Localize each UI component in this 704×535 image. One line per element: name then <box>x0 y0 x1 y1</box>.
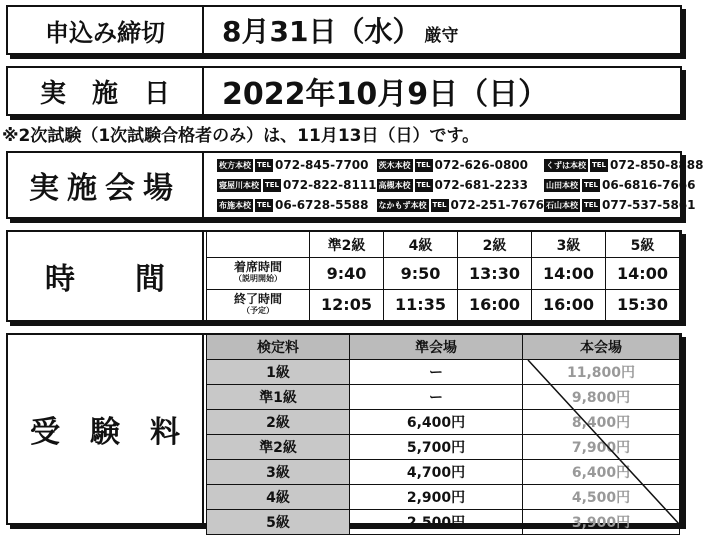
campus-name: なかもず本校 <box>378 200 427 210</box>
tel-badge: TEL <box>255 199 273 212</box>
fee-main-venue: 7,900円 <box>523 435 680 460</box>
campus-item <box>217 195 377 215</box>
tel-badge: TEL <box>431 199 449 212</box>
campus-item <box>544 155 704 175</box>
campus-item <box>217 175 377 195</box>
exam-date-box <box>6 66 682 116</box>
end-time-label: 終了時間 （予定） <box>207 289 310 321</box>
fee-main-venue: 6,400円 <box>523 460 680 485</box>
campus-name: 山田本校 <box>546 180 578 190</box>
campus-name: 布施本校 <box>219 200 251 210</box>
campus-tel: 072-845-7700 <box>275 158 369 172</box>
campus-name: 高槻本校 <box>378 180 411 190</box>
time-table <box>206 231 680 321</box>
campus-tel: 077-537-5861 <box>602 198 696 212</box>
fee-box <box>6 333 682 531</box>
end-time: 15:30 <box>606 289 680 321</box>
fee-sub-venue: 6,400円 <box>350 410 523 435</box>
grade-header: 5級 <box>606 232 680 258</box>
fee-grade: 5級 <box>207 510 350 535</box>
campus-tel: 072-681-2233 <box>434 178 528 192</box>
exam-date-value: 2022年10月9日（日） <box>222 77 549 112</box>
campus-tel: 06-6728-5588 <box>275 198 369 212</box>
campus-item <box>544 195 704 215</box>
exam-date-label: 実 施 日 <box>8 68 204 114</box>
venue-box <box>6 151 704 219</box>
grade-header: 準2級 <box>310 232 384 258</box>
fee-header-main-venue: 本会場 <box>523 335 680 360</box>
campus-item <box>377 175 545 195</box>
campus-tel: 072-251-7676 <box>450 198 544 212</box>
campus-item <box>217 155 377 175</box>
campus-name: 石山本校 <box>546 200 578 210</box>
fee-grade: 準2級 <box>207 435 350 460</box>
main-venue-strike-line <box>528 360 680 525</box>
campus-name: 茨木本校 <box>378 160 411 170</box>
start-time: 9:40 <box>310 258 384 290</box>
campus-tel: 072-850-8888 <box>610 158 704 172</box>
deadline-label: 申込み締切 <box>8 7 204 53</box>
fee-sub-venue: ー <box>350 385 523 410</box>
fee-header-sub-venue: 準会場 <box>350 335 523 360</box>
tel-badge: TEL <box>255 159 273 172</box>
fee-sub-venue: 5,700円 <box>350 435 523 460</box>
fee-main-venue: 4,500円 <box>523 485 680 510</box>
start-time: 14:00 <box>532 258 606 290</box>
campus-name: 寝屋川本校 <box>219 180 259 190</box>
fee-main-venue: 3,900円 <box>523 510 680 535</box>
tel-badge: TEL <box>582 199 600 212</box>
deadline-note: 厳守 <box>424 25 459 46</box>
fee-header-grade: 検定料 <box>207 335 350 360</box>
fee-sub-venue: 2,900円 <box>350 485 523 510</box>
campus-tel: 06-6816-7666 <box>602 178 696 192</box>
second-stage-notice: ※2次試験（1次試験合格者のみ）は、11月13日（日）です。 <box>2 126 480 146</box>
deadline-box <box>6 5 682 55</box>
campus-tel: 072-822-8111 <box>283 178 377 192</box>
start-time: 14:00 <box>606 258 680 290</box>
fee-grade: 準1級 <box>207 385 350 410</box>
start-time-label: 着席時間 （説明開始） <box>207 258 310 290</box>
end-time: 11:35 <box>384 289 458 321</box>
campus-tel: 072-626-0800 <box>434 158 528 172</box>
fee-grade: 3級 <box>207 460 350 485</box>
end-time: 16:00 <box>458 289 532 321</box>
end-time: 16:00 <box>532 289 606 321</box>
deadline-date: 8月31日（水） <box>222 15 421 48</box>
start-time: 9:50 <box>384 258 458 290</box>
start-time: 13:30 <box>458 258 532 290</box>
fee-main-venue: 8,400円 <box>523 410 680 435</box>
tel-badge: TEL <box>415 179 433 192</box>
campus-list <box>213 153 704 217</box>
fee-sub-venue: ー <box>350 360 523 385</box>
tel-badge: TEL <box>415 159 433 172</box>
time-box <box>6 230 682 322</box>
fee-label: 受 験 料 <box>8 335 204 523</box>
campus-name: 枚方本校 <box>219 160 251 170</box>
fee-sub-venue: 4,700円 <box>350 460 523 485</box>
tel-badge: TEL <box>263 179 281 192</box>
tel-badge: TEL <box>582 179 600 192</box>
end-time: 12:05 <box>310 289 384 321</box>
campus-item <box>544 175 704 195</box>
fee-sub-venue: 2,500円 <box>350 510 523 535</box>
fee-main-venue: 9,800円 <box>523 385 680 410</box>
campus-item <box>377 155 545 175</box>
fee-grade: 1級 <box>207 360 350 385</box>
grade-header: 3級 <box>532 232 606 258</box>
fee-grade: 2級 <box>207 410 350 435</box>
grade-header: 2級 <box>458 232 532 258</box>
fee-grade: 4級 <box>207 485 350 510</box>
time-label: 時 間 <box>8 232 204 320</box>
fee-main-venue: 11,800円 <box>523 360 680 385</box>
campus-item <box>377 195 545 215</box>
campus-name: くずは本校 <box>546 160 586 170</box>
grade-header: 4級 <box>384 232 458 258</box>
venue-label: 実施会場 <box>8 153 204 217</box>
tel-badge: TEL <box>590 159 608 172</box>
